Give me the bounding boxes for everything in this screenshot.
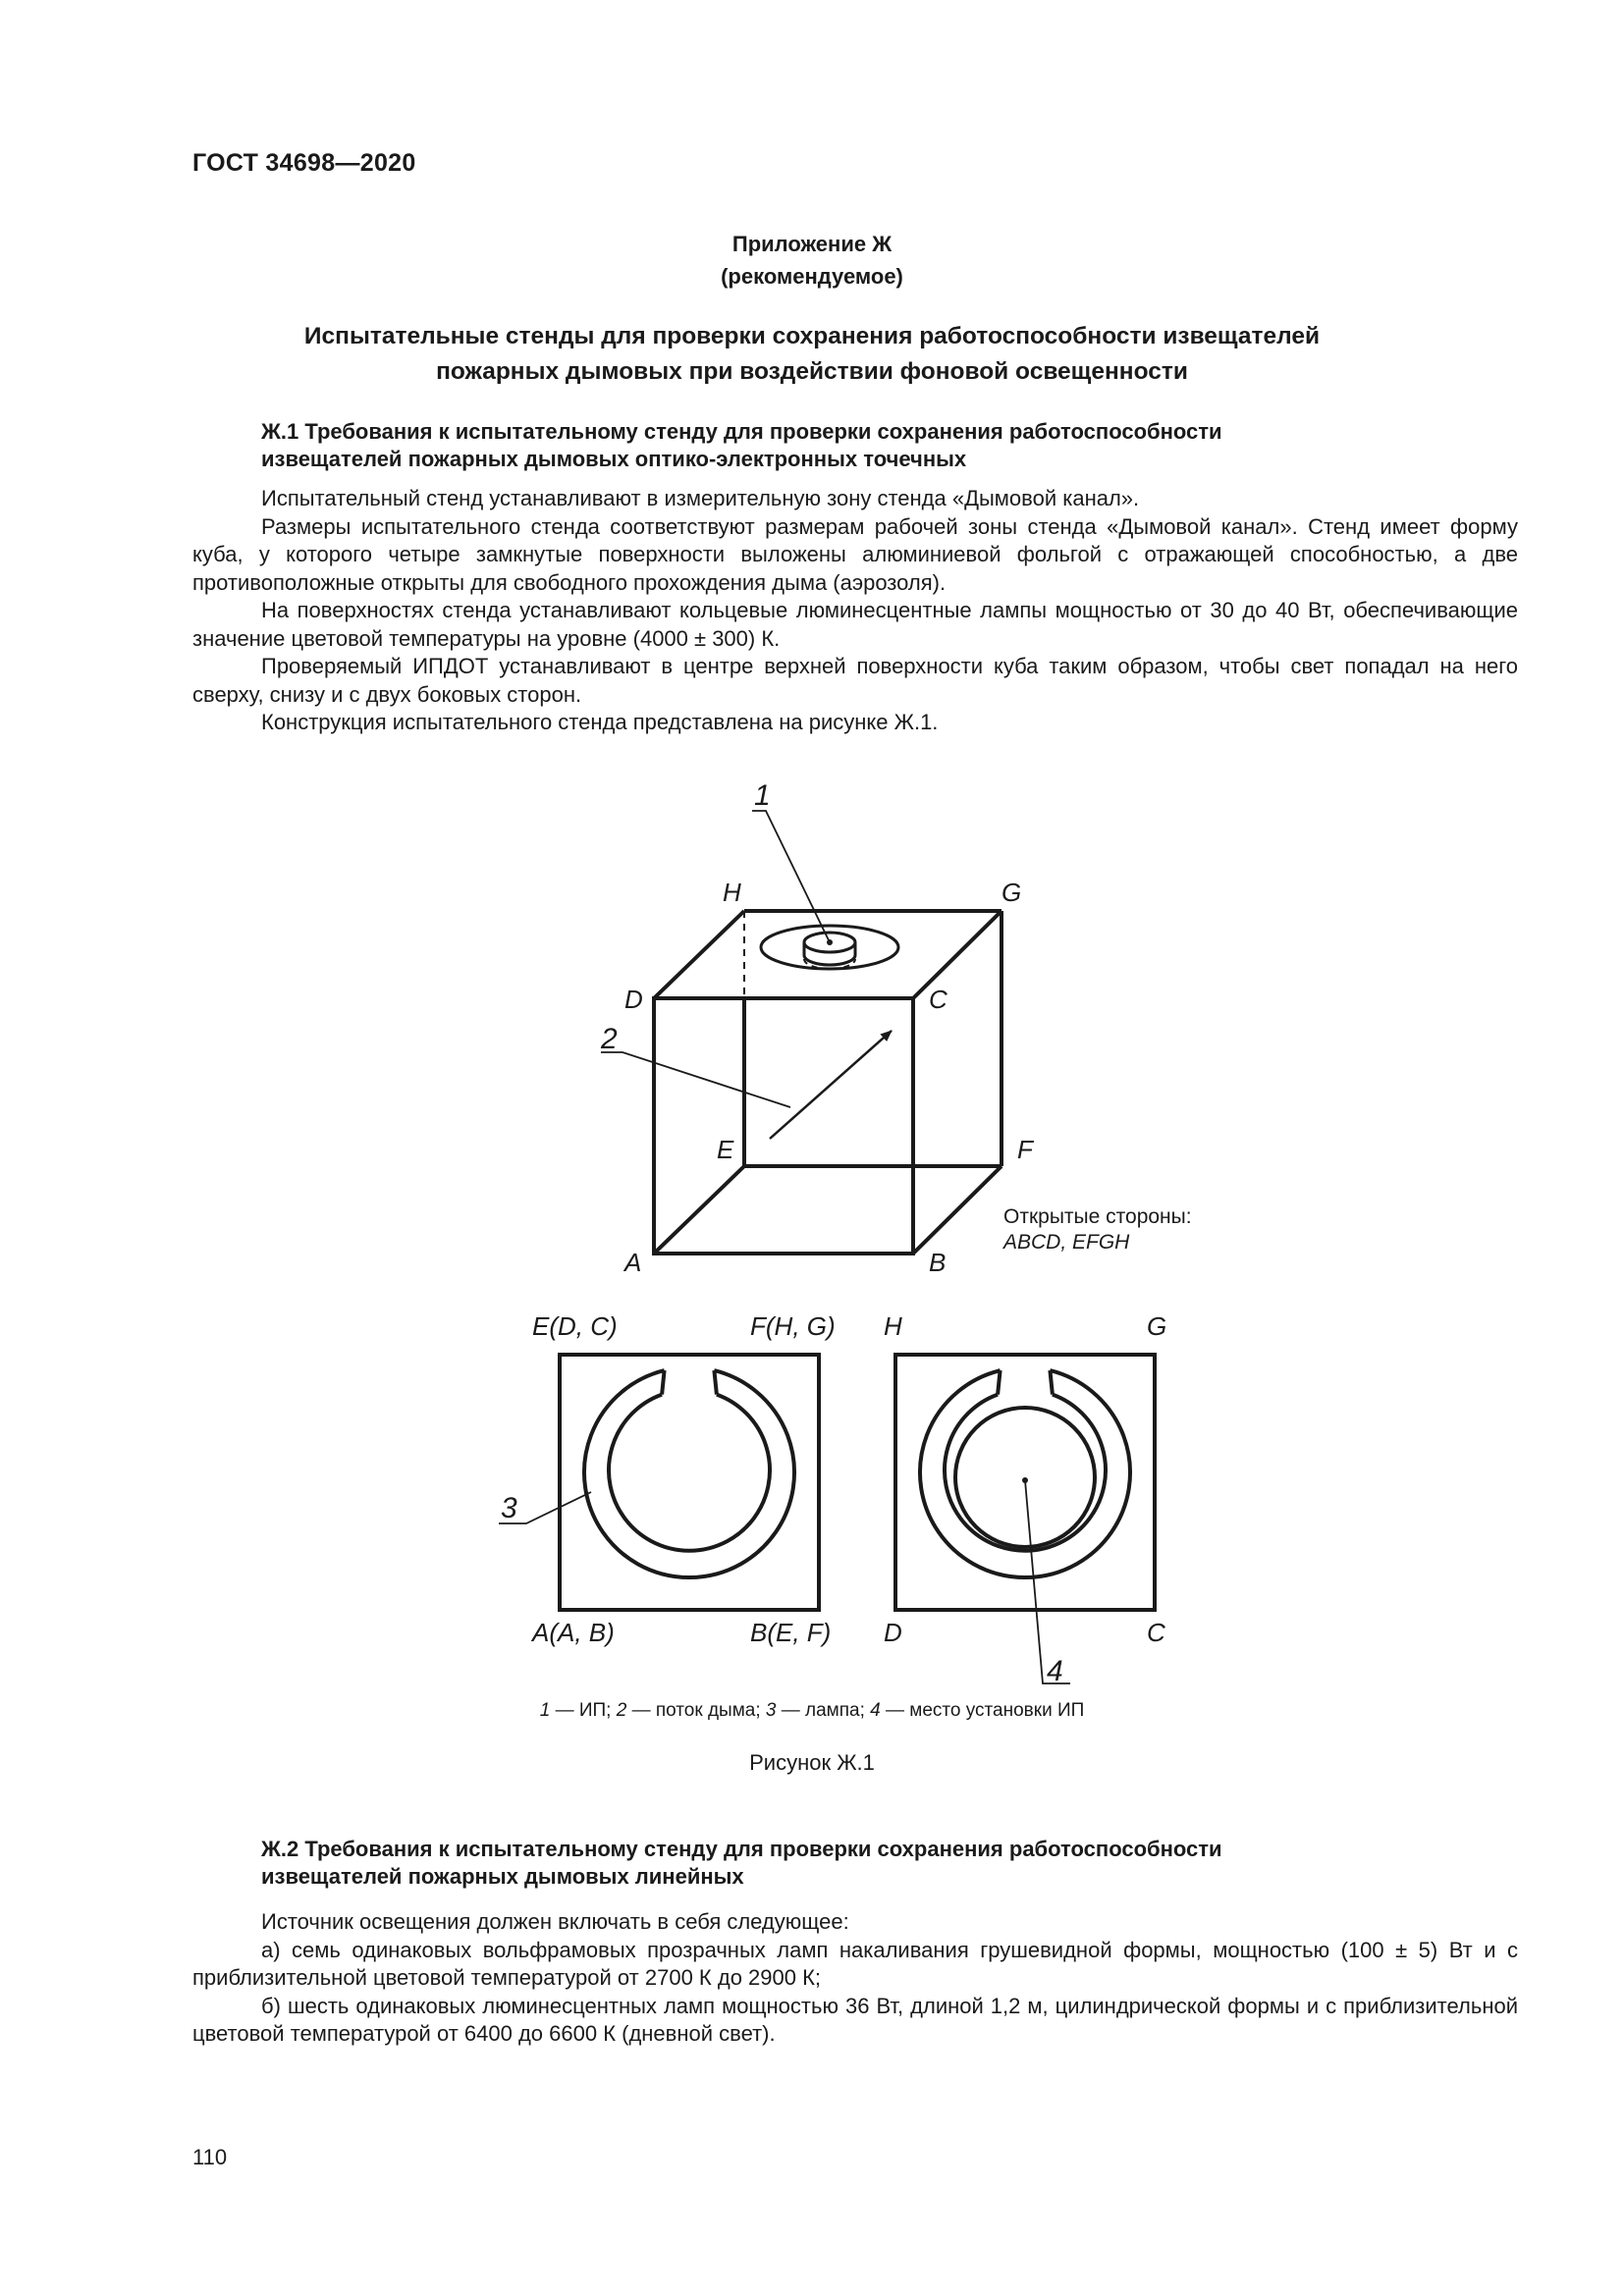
cube-edge-bf bbox=[913, 1166, 1001, 1254]
label-left-top-left: E(D, C) bbox=[532, 1311, 618, 1341]
label-vertex-f: F bbox=[1017, 1135, 1033, 1164]
legend-num-4: 4 bbox=[870, 1700, 881, 1721]
paragraph: а) семь одинаковых вольфрамовых прозрачных ламп накаливания грушевидной формы, мощностью (100 ± 5) Вт и с приблизительной цветовой температурой от 2700 К до 2900 К; bbox=[192, 1937, 1518, 1990]
left-ring-gap-right bbox=[714, 1370, 717, 1395]
appendix-heading bbox=[0, 228, 1624, 293]
legend-text-2: — поток дыма; bbox=[626, 1700, 766, 1721]
label-left-top-right: F(H, G) bbox=[750, 1311, 836, 1341]
section-2-title-line-2: извещателей пожарных дымовых линейных bbox=[261, 1864, 744, 1889]
left-ring-gap-left bbox=[662, 1370, 665, 1395]
right-view-labels bbox=[884, 1311, 1166, 1687]
figure-caption: Рисунок Ж.1 bbox=[749, 1750, 875, 1775]
section-1-title bbox=[261, 418, 1518, 473]
label-vertex-g: G bbox=[1001, 878, 1022, 907]
section-2-title bbox=[261, 1836, 1518, 1891]
paragraph: Конструкция испытательного стенда представлена на рисунке Ж.1. bbox=[261, 710, 939, 734]
left-side-view bbox=[499, 1355, 819, 1610]
label-left-bottom-right: B(E, F) bbox=[750, 1618, 832, 1647]
leader-line-4 bbox=[1025, 1480, 1070, 1683]
right-top-view bbox=[895, 1355, 1155, 1683]
cube-edge-dh bbox=[654, 911, 744, 998]
legend-text-1: — ИП; bbox=[550, 1700, 617, 1721]
cube-labels bbox=[600, 779, 1035, 1277]
cube-drawing bbox=[601, 811, 1001, 1254]
figure-drawing bbox=[491, 766, 1237, 1708]
paragraph: Размеры испытательного стенда соответствуют размерам рабочей зоны стенда «Дымовой канал». Стенд имеет форму куба, у которого четыре замкнутые поверхности выложены алюминиевой фольгой с отражающей способностью, а две противоположные открыты для свободного прохождения дыма (аэрозоля). bbox=[192, 513, 1518, 595]
cube-edge-cg bbox=[913, 911, 1001, 998]
label-vertex-h: H bbox=[723, 878, 741, 907]
appendix-status: (рекомендуемое) bbox=[721, 264, 903, 289]
label-right-bottom-left: D bbox=[884, 1618, 902, 1647]
open-sides-value: ABCD, EFGH bbox=[1003, 1231, 1130, 1254]
leader-line-1 bbox=[752, 811, 830, 942]
right-ring-lamp-inner bbox=[945, 1395, 1106, 1551]
label-right-top-left: H bbox=[884, 1311, 902, 1341]
label-vertex-a: A bbox=[624, 1248, 642, 1277]
label-right-top-right: G bbox=[1147, 1311, 1167, 1341]
label-number-3: 3 bbox=[501, 1492, 517, 1524]
paragraph: Испытательный стенд устанавливают в измерительную зону стенда «Дымовой канал». bbox=[261, 486, 1140, 510]
label-number-4: 4 bbox=[1047, 1655, 1063, 1687]
section-2-body bbox=[192, 1908, 1518, 2049]
label-left-bottom-left: A(A, B) bbox=[532, 1618, 615, 1647]
figure-zh1 bbox=[491, 766, 1237, 1713]
label-vertex-e: E bbox=[717, 1135, 734, 1164]
standard-number: ГОСТ 34698—2020 bbox=[192, 149, 416, 177]
section-1-title-line-2: извещателей пожарных дымовых оптико-электронных точечных bbox=[261, 447, 967, 471]
section-1-body bbox=[192, 485, 1518, 737]
legend-text-3: — лампа; bbox=[776, 1700, 871, 1721]
figure-legend bbox=[0, 1700, 1624, 1722]
main-title bbox=[0, 319, 1624, 390]
section-1-title-line-1: Ж.1 Требования к испытательному стенду для проверки сохранения работоспособности bbox=[261, 419, 1222, 444]
smoke-flow-arrow bbox=[770, 1031, 892, 1139]
label-vertex-c: C bbox=[929, 985, 947, 1014]
paragraph: б) шесть одинаковых люминесцентных ламп мощностью 36 Вт, длиной 1,2 м, цилиндрической формы и с приблизительной цветовой температурой от 6400 до 6600 К (дневной свет). bbox=[192, 1993, 1518, 2046]
legend-num-1: 1 bbox=[539, 1700, 551, 1721]
label-number-1: 1 bbox=[754, 779, 771, 812]
page-number: 110 bbox=[192, 2145, 228, 2169]
legend-num-3: 3 bbox=[765, 1700, 777, 1721]
cube-edge-ae bbox=[654, 1166, 744, 1254]
section-2-title-line-1: Ж.2 Требования к испытательному стенду для проверки сохранения работоспособности bbox=[261, 1837, 1222, 1861]
paragraph: Источник освещения должен включать в себя следующее: bbox=[261, 1909, 849, 1934]
label-right-bottom-right: C bbox=[1147, 1618, 1165, 1647]
left-ring-lamp-outer bbox=[584, 1370, 794, 1577]
main-title-line-1: Испытательные стенды для проверки сохранения работоспособности извещателей bbox=[303, 323, 1321, 349]
appendix-title: Приложение Ж bbox=[731, 232, 893, 256]
label-vertex-d: D bbox=[624, 985, 643, 1014]
label-vertex-b: B bbox=[929, 1248, 947, 1277]
label-number-2: 2 bbox=[601, 1023, 618, 1055]
left-ring-lamp-inner bbox=[609, 1395, 770, 1551]
legend-num-2: 2 bbox=[616, 1700, 627, 1721]
left-view-labels bbox=[501, 1311, 836, 1647]
open-sides-label: Открытые стороны: bbox=[1003, 1205, 1192, 1228]
right-ring-gap-left bbox=[998, 1370, 1001, 1395]
main-title-line-2: пожарных дымовых при воздействии фоновой освещенности bbox=[436, 358, 1188, 385]
paragraph: Проверяемый ИПДОТ устанавливают в центре верхней поверхности куба таким образом, чтобы свет попадал на него сверху, снизу и с двух боковых сторон. bbox=[192, 654, 1518, 707]
leader-line-2 bbox=[601, 1052, 790, 1107]
legend-text-4: — место установки ИП bbox=[880, 1700, 1085, 1721]
paragraph: На поверхностях стенда устанавливают кольцевые люминесцентные лампы мощностью от 30 до 40 Вт, обеспечивающие значение цветовой температуры на уровне (4000 ± 300) К. bbox=[192, 598, 1518, 651]
right-ring-gap-right bbox=[1050, 1370, 1053, 1395]
left-panel-frame bbox=[560, 1355, 819, 1610]
